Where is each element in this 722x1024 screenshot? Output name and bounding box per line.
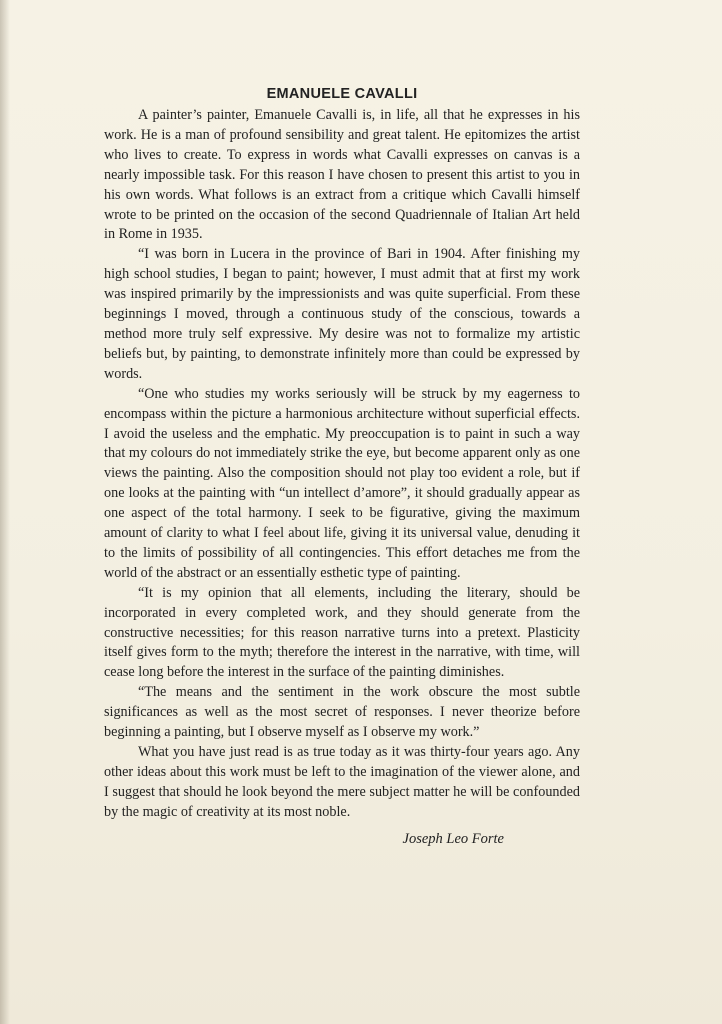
paragraph-quote-elements: “It is my opinion that all elements, including the literary, should be incorporated in every completed work, and they should generate from the constructive necessities; for this reason narrative turns into a pretext. Plasticity itself gives form to the myth; therefore the interest in the narrative, with time, will cease long before the interest in the surface of the painting diminishes. bbox=[104, 584, 580, 681]
article-title: EMANUELE CAVALLI bbox=[266, 86, 418, 102]
paragraph-closing: What you have just read is as true today as it was thirty-four years ago. Any other ideas about this work must be left to the imagination of the viewer alone, and I suggest that should he look beyond the mere subject matter he will be confounded by the magic of creativity at its most noble. bbox=[104, 744, 580, 820]
paragraph-quote-works: “One who studies my works seriously will be struck by my eagerness to encompass within the picture a harmonious architecture without superficial effects. I avoid the useless and the emphatic. My preoccupation is to paint in such a way that my colours do not immediately strike the eye, but become apparent only as one views the painting. Also the composition should not play too evident a role, but if one looks at the painting with “un intellect d’amore”, it should gradually appear as one aspect of the total harmony. I seek to be figurative, giving the maximum amount of clarity to what I feel about life, giving it its universal value, denuding it to the limits of possibility of all contingencies. This effort detaches me from the world of the abstract or an essentially esthetic type of painting. bbox=[104, 385, 580, 581]
paragraph-intro: A painter’s painter, Emanuele Cavalli is, in life, all that he expresses in his work. He is a man of profound sensibility and great talent. He epitomizes the artist who lives to create. To express in words what Cavalli expresses on canvas is a nearly impossible task. For this reason I have chosen to present this artist to you in his own words. What follows is an extract from a critique which Cavalli himself wrote to be printed on the occasion of the second Quadriennale of Italian Art held in Rome in 1935. bbox=[104, 107, 580, 243]
article bbox=[104, 84, 580, 849]
page-edge-shadow bbox=[0, 0, 10, 1024]
author-signature: Joseph Leo Forte bbox=[402, 830, 504, 847]
paragraph-quote-means: “The means and the sentiment in the work obscure the most subtle significances as well as the most secret of responses. I never theorize before beginning a painting, but I observe myself as I observe my work.” bbox=[104, 684, 580, 741]
paragraph-quote-birth: “I was born in Lucera in the province of Bari in 1904. After finishing my high school studies, I began to paint; however, I must admit that at first my work was inspired primarily by the impressionists and was quite superficial. From these beginnings I moved, through a continuous study of the conscious, towards a method more truly self expressive. My desire was not to formalize my artistic beliefs but, by painting, to demonstrate infinitely more than could be expressed by words. bbox=[104, 246, 580, 382]
